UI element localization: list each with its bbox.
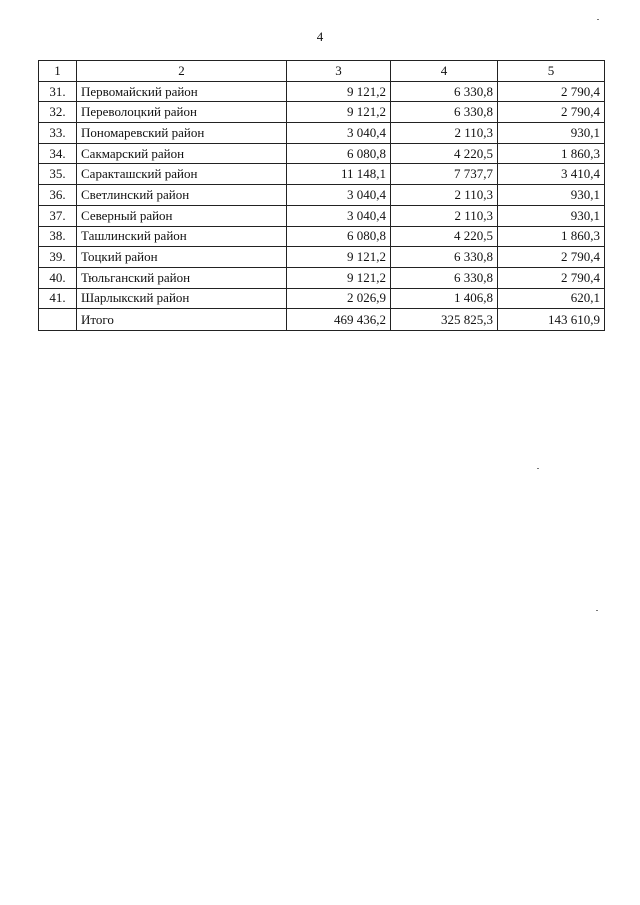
table-row (39, 205, 605, 226)
district-name: Тюльганский район (77, 267, 287, 288)
district-name: Северный район (77, 205, 287, 226)
table-row (39, 267, 605, 288)
value-col5: 2 790,4 (498, 102, 605, 123)
row-number: 31. (39, 81, 77, 102)
value-col5: 1 860,3 (498, 143, 605, 164)
value-col3: 6 080,8 (287, 143, 391, 164)
value-col5: 930,1 (498, 123, 605, 144)
value-col3: 3 040,4 (287, 205, 391, 226)
table-row (39, 102, 605, 123)
table-row (39, 226, 605, 247)
column-header: 4 (391, 61, 498, 82)
column-header: 5 (498, 61, 605, 82)
row-number: 33. (39, 123, 77, 144)
row-number: 36. (39, 185, 77, 206)
data-table (38, 60, 605, 331)
table-row (39, 164, 605, 185)
value-col4: 6 330,8 (391, 267, 498, 288)
value-col5: 3 410,4 (498, 164, 605, 185)
value-col4: 7 737,7 (391, 164, 498, 185)
total-row (39, 309, 605, 331)
row-number: 34. (39, 143, 77, 164)
total-col4: 325 825,3 (391, 309, 498, 331)
header-row (39, 61, 605, 82)
table-row (39, 288, 605, 309)
value-col3: 3 040,4 (287, 185, 391, 206)
district-name: Шарлыкский район (77, 288, 287, 309)
district-name: Переволоцкий район (77, 102, 287, 123)
value-col5: 2 790,4 (498, 267, 605, 288)
value-col3: 9 121,2 (287, 81, 391, 102)
value-col4: 6 330,8 (391, 81, 498, 102)
total-col5: 143 610,9 (498, 309, 605, 331)
table-row (39, 185, 605, 206)
value-col5: 620,1 (498, 288, 605, 309)
value-col4: 2 110,3 (391, 123, 498, 144)
district-name: Тоцкий район (77, 247, 287, 268)
value-col3: 6 080,8 (287, 226, 391, 247)
row-number: 39. (39, 247, 77, 268)
row-number: 38. (39, 226, 77, 247)
value-col3: 2 026,9 (287, 288, 391, 309)
column-header: 2 (77, 61, 287, 82)
table-row (39, 247, 605, 268)
value-col3: 9 121,2 (287, 102, 391, 123)
value-col3: 3 040,4 (287, 123, 391, 144)
value-col4: 2 110,3 (391, 185, 498, 206)
value-col4: 4 220,5 (391, 226, 498, 247)
district-name: Саракташский район (77, 164, 287, 185)
column-header: 3 (287, 61, 391, 82)
row-number: 32. (39, 102, 77, 123)
table-row (39, 123, 605, 144)
value-col5: 2 790,4 (498, 81, 605, 102)
row-number: 37. (39, 205, 77, 226)
scan-speck (537, 468, 539, 469)
row-number: 40. (39, 267, 77, 288)
district-name: Светлинский район (77, 185, 287, 206)
row-number: 41. (39, 288, 77, 309)
value-col4: 4 220,5 (391, 143, 498, 164)
value-col4: 6 330,8 (391, 102, 498, 123)
value-col5: 930,1 (498, 205, 605, 226)
total-col3: 469 436,2 (287, 309, 391, 331)
scan-speck (596, 610, 598, 611)
district-name: Первомайский район (77, 81, 287, 102)
value-col4: 6 330,8 (391, 247, 498, 268)
value-col5: 1 860,3 (498, 226, 605, 247)
table-row (39, 81, 605, 102)
page-number: 4 (316, 29, 324, 44)
district-name: Сакмарский район (77, 143, 287, 164)
value-col4: 1 406,8 (391, 288, 498, 309)
value-col4: 2 110,3 (391, 205, 498, 226)
value-col3: 11 148,1 (287, 164, 391, 185)
value-col3: 9 121,2 (287, 267, 391, 288)
district-name: Ташлинский район (77, 226, 287, 247)
value-col3: 9 121,2 (287, 247, 391, 268)
value-col5: 2 790,4 (498, 247, 605, 268)
value-col5: 930,1 (498, 185, 605, 206)
district-name: Пономаревский район (77, 123, 287, 144)
column-header: 1 (39, 61, 77, 82)
row-number: 35. (39, 164, 77, 185)
table-row (39, 143, 605, 164)
total-number (39, 309, 77, 331)
total-label: Итого (77, 309, 287, 331)
scan-speck (597, 19, 599, 20)
